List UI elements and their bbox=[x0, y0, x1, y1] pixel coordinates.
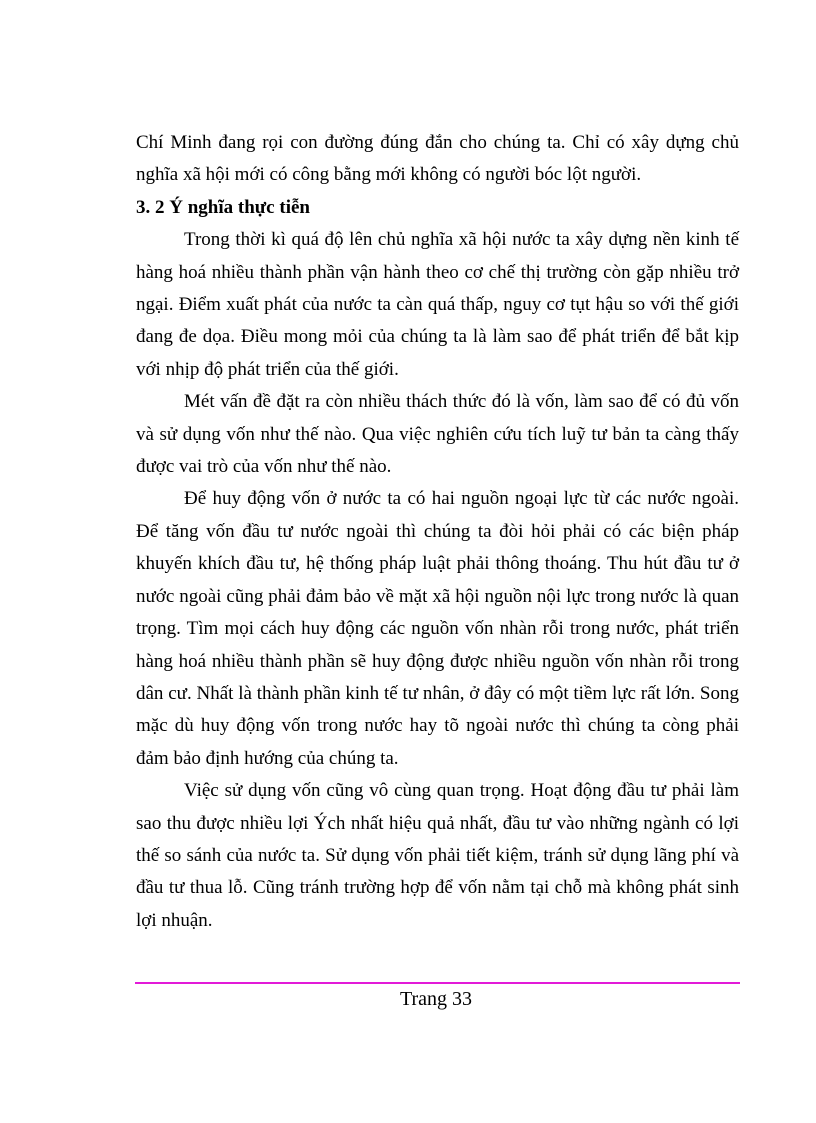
paragraph-capital-mobilization: Để huy động vốn ở nước ta có hai nguồn ngoại lực từ các nước ngoài. Để tăng vốn đầu tư nước ngoài thì chúng ta đòi hỏi phải có các biện pháp khuyến khích đầu tư, hệ thống pháp luật phải thông thoáng. Thu hút đầu tư ở nước ngoài cũng phải đảm bảo về mặt xã hội nguồn nội lực trong nước là quan trọng. Tìm mọi cách huy động các nguồn vốn nhàn rỗi trong nước, phát triển hàng hoá nhiều thành phần sẽ huy động được nhiều nguồn vốn nhàn rỗi trong dân cư. Nhất là thành phần kinh tế tư nhân, ở đây có một tiềm lực rất lớn. Song mặc dù huy động vốn trong nước hay tõ ngoài nước thì chúng ta còng phải đảm bảo định hướng của chúng ta. bbox=[136, 488, 739, 769]
paragraph-practical-significance: Trong thời kì quá độ lên chủ nghĩa xã hội nước ta xây dựng nền kinh tế hàng hoá nhiều thành phần vận hành theo cơ chế thị trường còn gặp nhiều trở ngại. Điểm xuất phát của nước ta càn quá thấp, nguy cơ tụt hậu so với thế giới đang đe dọa. Điều mong mỏi của chúng ta là làm sao để phát triển để bắt kịp với nhịp độ phát triển của thế giới. bbox=[136, 229, 739, 380]
paragraph-continuation: Chí Minh đang rọi con đường đúng đắn cho chúng ta. Chỉ có xây dựng chủ nghĩa xã hội mới có công bằng mới không có người bóc lột người. bbox=[136, 132, 739, 186]
document-page bbox=[136, 127, 739, 937]
paragraph-capital-challenge: Mét vấn đề đặt ra còn nhiều thách thức đó là vốn, làm sao để có đủ vốn và sử dụng vốn như thế nào. Qua việc nghiên cứu tích luỹ tư bản ta càng thấy được vai trò của vốn như thế nào. bbox=[136, 391, 739, 478]
page-number: Trang 33 bbox=[399, 988, 473, 1010]
paragraph-capital-usage: Việc sử dụng vốn cũng vô cùng quan trọng. Hoạt động đầu tư phải làm sao thu được nhiều lợi Ých nhất hiệu quả nhất, đầu tư vào những ngành có lợi thế so sánh của nước ta. Sử dụng vốn phải tiết kiệm, tránh sử dụng lãng phí và đầu tư thua lỗ. Cũng tránh trường hợp để vốn nằm tại chỗ mà không phát sinh lợi nhuận. bbox=[136, 780, 739, 931]
section-heading: 3. 2 Ý nghĩa thực tiễn bbox=[136, 196, 310, 218]
